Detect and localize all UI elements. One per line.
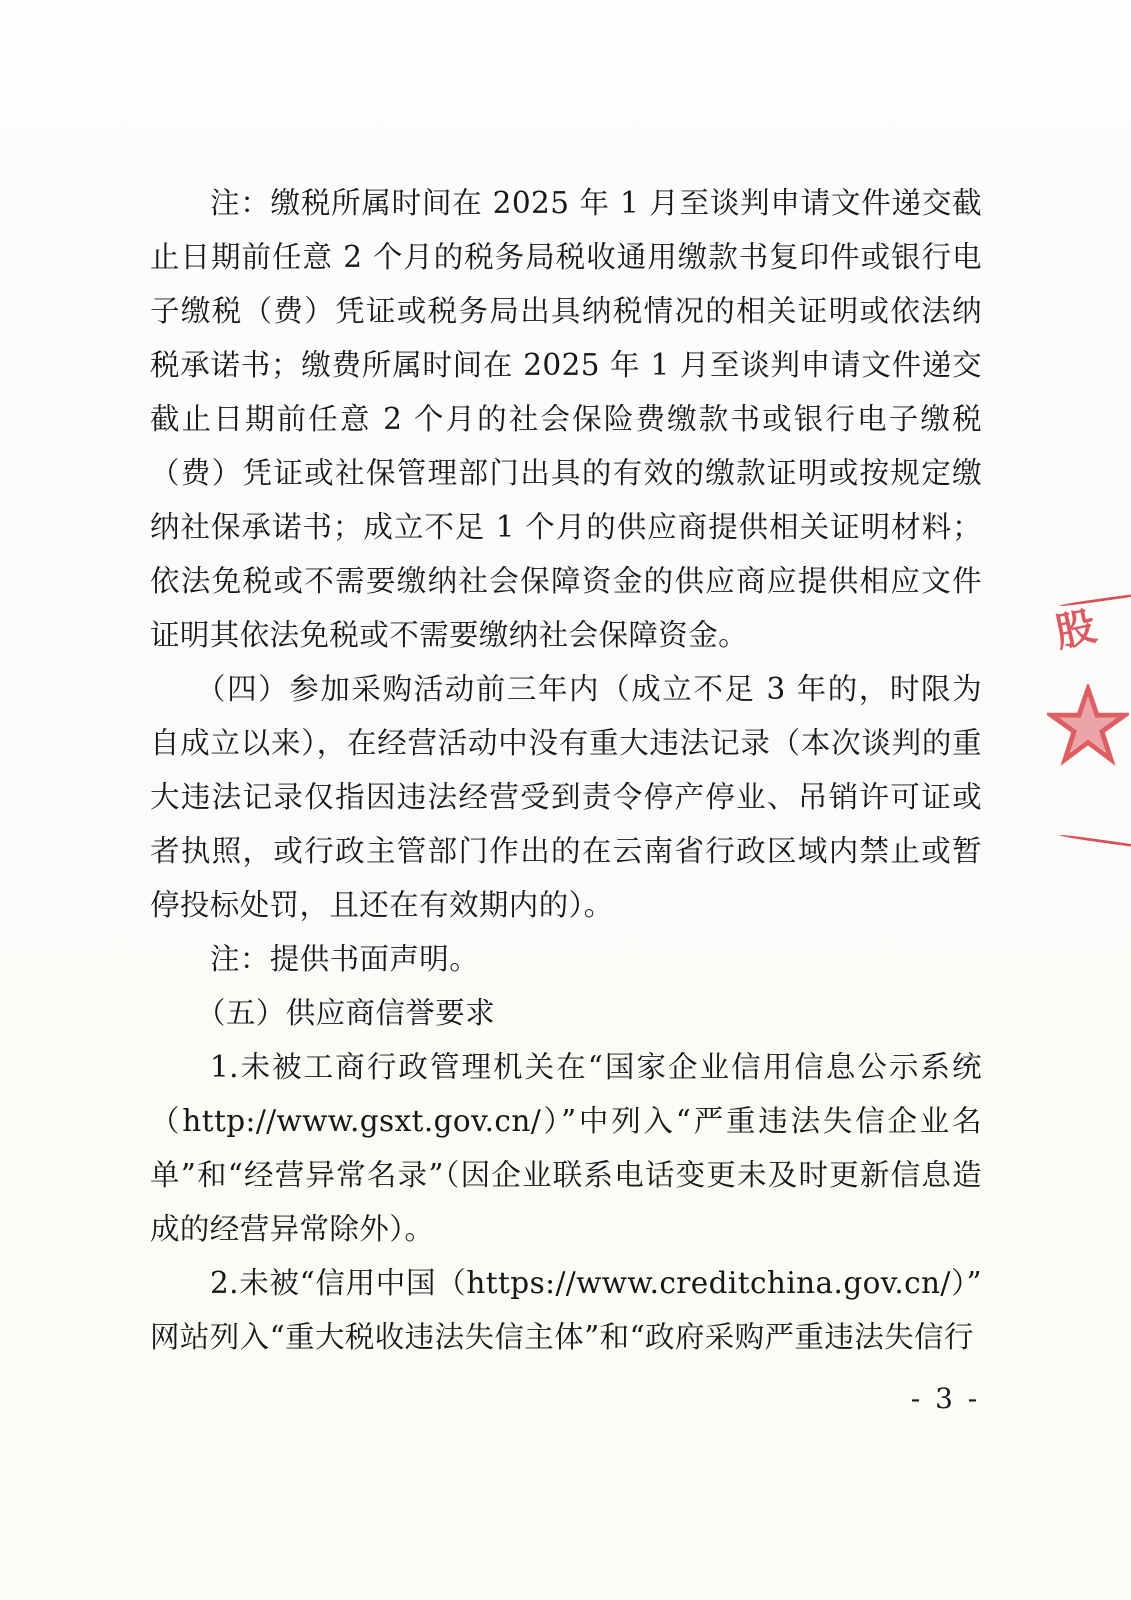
paragraph-item-four: （四）参加采购活动前三年内（成立不足 3 年的，时限为自成立以来），在经营活动中没有重大违法记录（本次谈判的重大违法记录仅指因违法经营受到责令停产停业、吊销许可证或者执照，或行政主管部门作出的在云南省行政区域内禁止或暂停投标处罚，且还在有效期内的）。 bbox=[150, 672, 982, 922]
seal-star-icon bbox=[1047, 684, 1129, 766]
paragraph-item-five-1: 1.未被工商行政管理机关在“国家企业信用信息公示系统（http://www.gsxt.gov.cn/）”中列入“严重违法失信企业名单”和“经营异常名录”（因企业联系电话变更未及时更新信息造成的经营异常除外）。 bbox=[150, 1050, 982, 1246]
seal-arc-top bbox=[1059, 592, 1131, 607]
page-number: - 3 - bbox=[910, 1382, 981, 1415]
paragraph-item-five-title: （五）供应商信誉要求 bbox=[196, 996, 496, 1030]
paragraph-item-five-2: 2.未被“信用中国（https://www.creditchina.gov.cn/）”网站列入“重大税收违法失信主体”和“政府采购严重违法失信行 bbox=[150, 1266, 982, 1354]
document-body bbox=[150, 176, 982, 1364]
paragraph-note-tax-payment: 注：缴税所属时间在 2025 年 1 月至谈判申请文件递交截止日期前任意 2 个月的税务局税收通用缴款书复印件或银行电子缴税（费）凭证或税务局出具纳税情况的相关证明或依法纳税承诺书；缴费所属时间在 2025 年 1 月至谈判申请文件递交截止日期前任意 2 个月的社会保险费缴款书或银行电子缴税（费）凭证或社保管理部门出具的有效的缴款证明或按规定缴纳社保承诺书；成立不足 1 个月的供应商提供相关证明材料；依法免税或不需要缴纳社会保障资金的供应商应提供相应文件证明其依法免税或不需要缴纳社会保障资金。 bbox=[150, 186, 982, 652]
seal-arc-bottom bbox=[1059, 834, 1131, 849]
seal-text: 股 bbox=[1051, 602, 1103, 657]
paragraph-note-written-statement: 注：提供书面声明。 bbox=[210, 942, 480, 976]
red-seal-stamp bbox=[1053, 592, 1131, 852]
